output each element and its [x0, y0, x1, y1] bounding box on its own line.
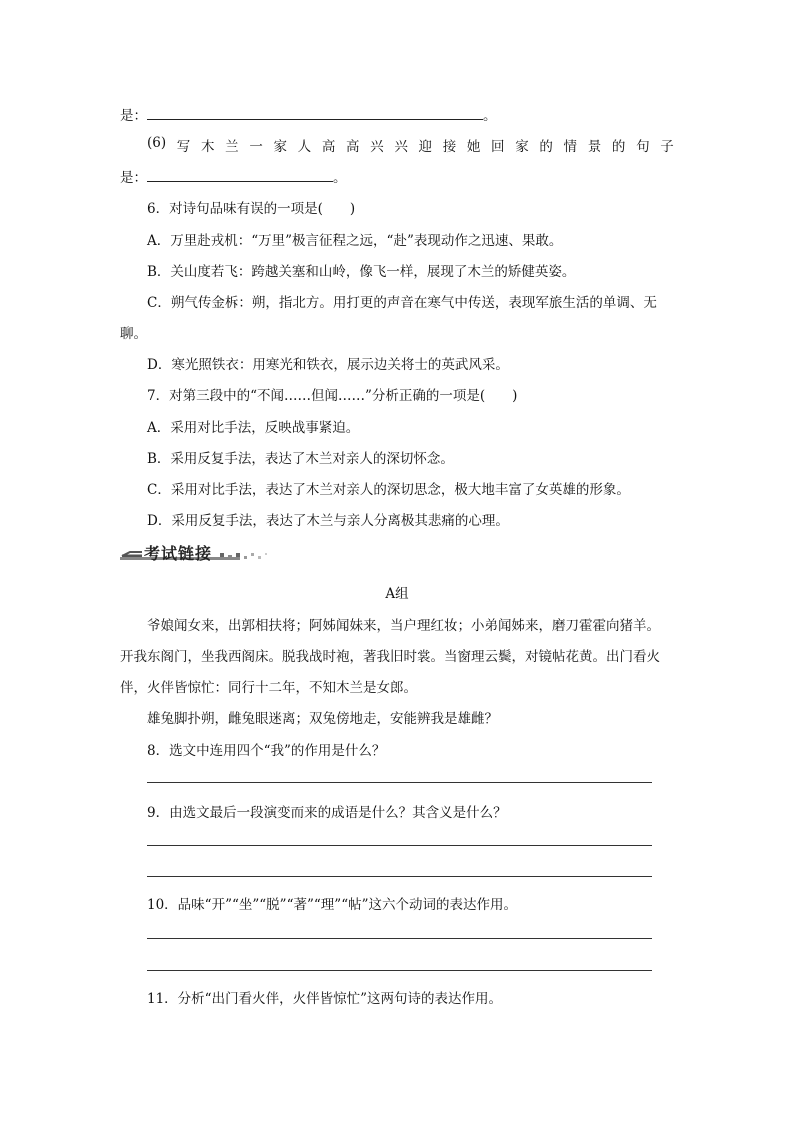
q6-sub-char: 她 [466, 139, 481, 155]
passage-line: 爷娘闻女来，出郭相扶将；阿姊闻妹来，当户理红妆；小弟闻姊来，磨刀霍霍向猪羊。 [147, 618, 660, 634]
section-title: 考试链接 [144, 544, 213, 563]
fill-label: 是： [120, 170, 147, 186]
q6-sub-char: 兴 [370, 139, 384, 155]
q6-sub-char: 景 [587, 139, 602, 155]
q9-stem: 9．由选文最后一段演变而来的成语是什么？其含义是什么？ [147, 805, 507, 821]
q8-stem: 8．选文中连用四个“我”的作用是什么？ [147, 743, 386, 759]
q6-sub-char: 情 [563, 139, 578, 155]
answer-blank[interactable] [147, 105, 483, 120]
passage-line: 伴，火伴皆惊忙：同行十二年，不知木兰是女郎。 [120, 680, 417, 696]
q6-sub-char: 高 [321, 139, 336, 155]
q6-option-b[interactable]: B．关山度若飞：跨越关塞和山岭，像飞一样，展现了木兰的矫健英姿。 [147, 264, 576, 280]
q6-sub-char: 兴 [394, 139, 408, 155]
q6-option-c[interactable]: C．朔气传金柝：朔，指北方。用打更的声音在寒气中传送，表现军旅生活的单调、无 [147, 295, 657, 311]
q6-sub-char: 回 [491, 139, 505, 155]
q6-sub-char: 的 [539, 139, 553, 155]
fill-label: 是： [120, 108, 147, 124]
passage-line: 开我东阁门，坐我西阁床。脱我战时袍，著我旧时裳。当窗理云鬓，对镜帖花黄。出门看火 [120, 649, 660, 665]
q7-stem: 7．对第三段中的“不闻……但闻……”分析正确的一项是( ) [147, 388, 518, 404]
q6-sub-char: 接 [442, 139, 457, 155]
q6-option-c-cont: 聊。 [120, 326, 147, 342]
answer-line[interactable] [147, 782, 652, 783]
q7-option-c[interactable]: C．采用对比手法，表达了木兰对亲人的深切思念，极大地丰富了女英雄的形象。 [147, 482, 630, 498]
fill-blank-line-q5 [120, 104, 497, 124]
q6-sub-number: (6) [147, 135, 167, 151]
q6-sub-char: 句 [636, 139, 650, 155]
q6-sub-char: 迎 [418, 139, 433, 155]
passage-line: 雄兔脚扑朔，雌兔眼迷离；双兔傍地走，安能辨我是雄雌？ [147, 711, 498, 727]
q6-sub-char: 家 [515, 139, 529, 155]
q6-sub-char: 家 [273, 139, 287, 155]
q7-option-a[interactable]: A．采用对比手法，反映战事紧迫。 [147, 420, 360, 436]
fill-end: 。 [483, 108, 497, 124]
q6-sub-char: 一 [249, 139, 263, 155]
answer-blank[interactable] [147, 167, 333, 182]
q6-sub-char: 人 [297, 139, 312, 155]
answer-line[interactable] [147, 970, 652, 971]
q6-sub-char: 木 [200, 139, 215, 155]
q6-sub-char: 兰 [225, 139, 239, 155]
q6-sub-line [147, 135, 674, 155]
answer-line[interactable] [147, 845, 652, 846]
q7-option-d[interactable]: D．采用反复手法，表达了木兰与亲人分离极其悲痛的心理。 [147, 513, 509, 529]
q6-sub-char: 子 [660, 139, 674, 155]
q6-sub-char: 写 [176, 139, 191, 155]
answer-line[interactable] [147, 876, 652, 877]
q6-sub-char: 的 [611, 139, 626, 155]
group-title: A组 [385, 586, 409, 602]
q11-stem: 11．分析“出门看火伴，火伴皆惊忙”这两句诗的表达作用。 [147, 991, 502, 1007]
section-banner [120, 541, 270, 565]
q6-stem: 6．对诗句品味有误的一项是( ) [147, 201, 356, 217]
q6-option-d[interactable]: D．寒光照铁衣：用寒光和铁衣，展示边关将士的英武风采。 [147, 357, 509, 373]
q6-option-a[interactable]: A．万里赴戎机：“万里”极言征程之远，“赴”表现动作之迅速、果敢。 [147, 233, 563, 249]
fill-end: 。 [333, 170, 347, 186]
q7-option-b[interactable]: B．采用反复手法，表达了木兰对亲人的深切怀念。 [147, 451, 454, 467]
q6-sub-char: 高 [346, 139, 360, 155]
answer-line[interactable] [147, 938, 652, 939]
q10-stem: 10．品味“开”“坐”“脱”“著”“理”“帖”这六个动词的表达作用。 [147, 897, 517, 913]
fill-blank-line-q6 [120, 166, 347, 186]
